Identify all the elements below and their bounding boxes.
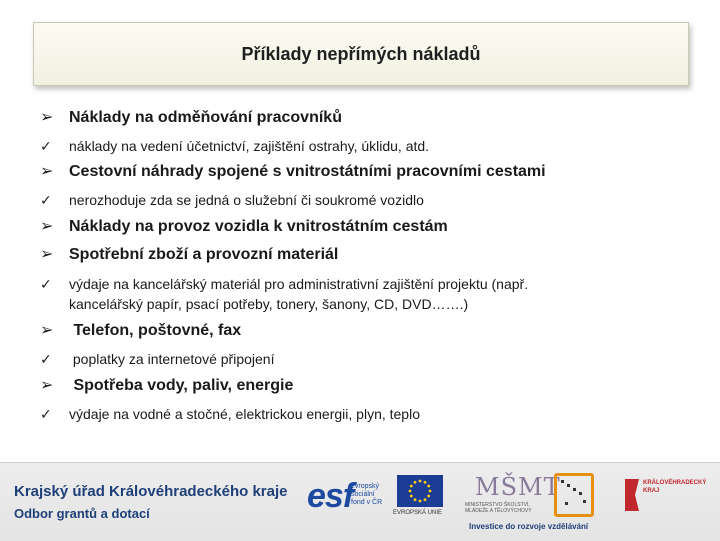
- bullet-item-11: [40, 404, 420, 424]
- bullet-item-1: [40, 108, 342, 128]
- esf-logo: [305, 473, 387, 521]
- bullet-text: Telefon, poštovné, fax: [69, 322, 242, 339]
- checkmark-bullet-icon: ✓: [40, 276, 52, 292]
- bullet-text: Spotřební zboží a provozní materiál: [69, 246, 339, 263]
- bullet-text: nerozhoduje zda se jedná o služební či soukromé vozidlo: [69, 192, 424, 208]
- arrowhead-bullet-icon: ➢: [40, 163, 54, 180]
- region-emblem-icon: [554, 473, 594, 517]
- emblem-dots-icon: [557, 476, 591, 514]
- slide-title: Příklady nepřímých nákladů: [241, 43, 481, 64]
- bullet-text: Náklady na provoz vozidla k vnitrostátním cestám: [69, 218, 448, 235]
- bullet-item-9: [40, 349, 274, 369]
- bullet-item-7: [40, 274, 528, 314]
- esf-caption-2: sociální: [351, 491, 375, 498]
- footer-banner: [0, 462, 720, 541]
- kraj-caption-1: KRÁLOVÉHRADECKÝ: [643, 480, 707, 486]
- bullet-item-10: [40, 376, 293, 396]
- bullet-text: Spotřeba vody, paliv, energie: [69, 377, 294, 394]
- esf-caption-1: evropský: [351, 483, 380, 490]
- partner-logos: [305, 473, 715, 521]
- checkmark-bullet-icon: ✓: [40, 351, 52, 367]
- bullet-text: Náklady na odměňování pracovníků: [69, 109, 342, 126]
- checkmark-bullet-icon: ✓: [40, 192, 52, 208]
- bullet-text-line-2: kancelářský papír, psací potřeby, tonery, šanony, CD, DVD…….): [69, 296, 469, 312]
- eu-flag-icon: [397, 475, 443, 507]
- eu-stars-icon: [397, 475, 443, 507]
- arrowhead-bullet-icon: ➢: [40, 109, 54, 126]
- bullet-item-5: [40, 217, 448, 237]
- esf-mark: esf: [307, 477, 354, 515]
- bullet-text: výdaje na vodné a stočné, elektrickou energii, plyn, teplo: [69, 406, 420, 422]
- msmt-mark: MŠMT: [475, 473, 561, 501]
- esf-caption-3: fond v ČR: [351, 499, 383, 506]
- arrowhead-bullet-icon: ➢: [40, 322, 54, 339]
- eu-caption: EVROPSKÁ UNIE: [393, 510, 443, 516]
- investment-slogan: Investice do rozvoje vzdělávání: [469, 522, 589, 531]
- bullet-item-8: [40, 321, 241, 341]
- bullet-item-3: [40, 162, 546, 182]
- arrowhead-bullet-icon: ➢: [40, 246, 54, 263]
- red-lion-icon: [623, 475, 641, 515]
- kralovehradecky-kraj-logo: [623, 473, 715, 521]
- eu-flag-logo: [393, 473, 449, 521]
- bullet-text: poplatky za internetové připojení: [69, 351, 275, 367]
- msmt-caption: [465, 502, 532, 514]
- region-emblem-logo: [550, 473, 610, 521]
- bullet-text: [69, 274, 528, 314]
- kraj-caption-2: KRAJ: [643, 488, 660, 494]
- bullet-item-2: [40, 136, 429, 156]
- bullet-item-6: [40, 245, 338, 265]
- arrowhead-bullet-icon: ➢: [40, 218, 54, 235]
- msmt-caption-2: MLÁDEŽE A TĚLOVÝCHOVY: [465, 508, 532, 514]
- esf-caption: [351, 483, 382, 507]
- msmt-logo: [465, 473, 561, 521]
- bullet-item-4: [40, 190, 424, 210]
- bullet-text: náklady na vedení účetnictví, zajištění ostrahy, úklidu, atd.: [69, 138, 430, 154]
- arrowhead-bullet-icon: ➢: [40, 377, 54, 394]
- checkmark-bullet-icon: ✓: [40, 138, 52, 154]
- msmt-caption-1: MINISTERSTVO ŠKOLSTVÍ,: [465, 502, 530, 508]
- org-department: Odbor grantů a dotací: [14, 506, 150, 521]
- bullet-text-line-1: výdaje na kancelářský materiál pro administrativní zajištění projektu (např.: [69, 276, 529, 292]
- checkmark-bullet-icon: ✓: [40, 406, 52, 422]
- kraj-caption: [643, 479, 706, 495]
- org-name: Krajský úřad Královéhradeckého kraje: [14, 483, 288, 500]
- bullet-text: Cestovní náhrady spojené s vnitrostátními pracovními cestami: [69, 163, 546, 180]
